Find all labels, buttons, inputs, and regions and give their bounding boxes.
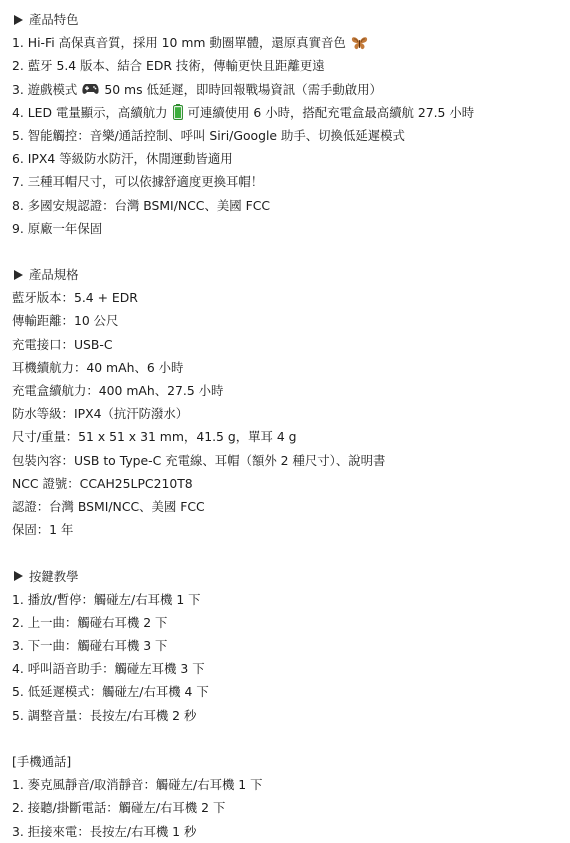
- call-item: 1. 麥克風靜音/取消靜音：觸碰左/右耳機 1 下: [12, 777, 263, 793]
- features-heading: 產品特色: [12, 8, 570, 31]
- spec-item: 尺寸/重量：51 x 51 x 31 mm，41.5 g，單耳 4 g: [12, 429, 297, 445]
- specs-heading: 產品規格: [12, 263, 570, 286]
- calls-heading: [手機通話]: [12, 754, 72, 769]
- key-item: 4. 呼叫語音助手：觸碰左耳機 3 下: [12, 661, 205, 677]
- feature-item: 2. 藍牙 5.4 版本、結合 EDR 技術，傳輸更快且距離更遠: [12, 58, 325, 74]
- feature-item: 9. 原廠一年保固: [12, 220, 103, 236]
- battery-icon: [173, 104, 183, 120]
- feature-item: 6. IPX4 等級防水防汗，休閒運動皆適用: [12, 151, 233, 167]
- feature-item: 8. 多國安規認證：台灣 BSMI/NCC、美國 FCC: [12, 197, 270, 213]
- keys-heading: 按鍵教學: [12, 565, 570, 588]
- spec-item: 包裝內容：USB to Type-C 充電線、耳帽（額外 2 種尺寸）、說明書: [12, 452, 386, 468]
- call-item: 2. 接聽/掛斷電話：觸碰左/右耳機 2 下: [12, 800, 226, 816]
- key-item: 2. 上一曲：觸碰右耳機 2 下: [12, 614, 168, 630]
- spec-item: 耳機續航力：40 mAh、6 小時: [12, 359, 184, 375]
- feature-item: 1. Hi-Fi 高保真音質，採用 10 mm 動圈單體，還原真實音色: [12, 31, 570, 54]
- key-item: 5. 低延遲模式：觸碰左/右耳機 4 下: [12, 684, 209, 700]
- spec-item: 傳輸距離：10 公尺: [12, 313, 119, 329]
- triangle-bullet-icon: [14, 270, 23, 280]
- triangle-bullet-icon: [14, 15, 23, 25]
- key-item: 1. 播放/暫停：觸碰左/右耳機 1 下: [12, 591, 201, 607]
- spec-item: 保固：1 年: [12, 522, 74, 538]
- feature-item: 5. 智能觸控：音樂/通話控制、呼叫 Siri/Google 助手、切換低延遲模式: [12, 127, 405, 143]
- key-item: 5. 調整音量：長按左/右耳機 2 秒: [12, 707, 197, 723]
- spec-item: 防水等級：IPX4（抗汗防潑水）: [12, 406, 189, 422]
- spec-item: 藍牙版本：5.4 + EDR: [12, 290, 138, 306]
- feature-item: 4. LED 電量顯示，高續航力 可連續使用 6 小時，搭配充電盒最高續航 27.5 小時: [12, 104, 475, 120]
- spec-item: 認證：台灣 BSMI/NCC、美國 FCC: [12, 498, 205, 514]
- call-item: 3. 拒接來電：長按左/右耳機 1 秒: [12, 823, 197, 839]
- feature-item: 7. 三種耳帽尺寸，可以依據舒適度更換耳帽！: [12, 174, 264, 190]
- gamepad-icon: [82, 83, 99, 95]
- spec-item: 充電接口：USB-C: [12, 336, 113, 352]
- triangle-bullet-icon: [14, 571, 23, 581]
- feature-item: 3. 遊戲模式 50 ms 低延遲，即時回報戰場資訊（需手動啟用）: [12, 81, 382, 97]
- spec-item: 充電盒續航力：400 mAh、27.5 小時: [12, 383, 224, 398]
- butterfly-icon: [351, 36, 368, 50]
- spec-item: NCC 證號：CCAH25LPC210T8: [12, 475, 193, 491]
- key-item: 3. 下一曲：觸碰右耳機 3 下: [12, 638, 168, 654]
